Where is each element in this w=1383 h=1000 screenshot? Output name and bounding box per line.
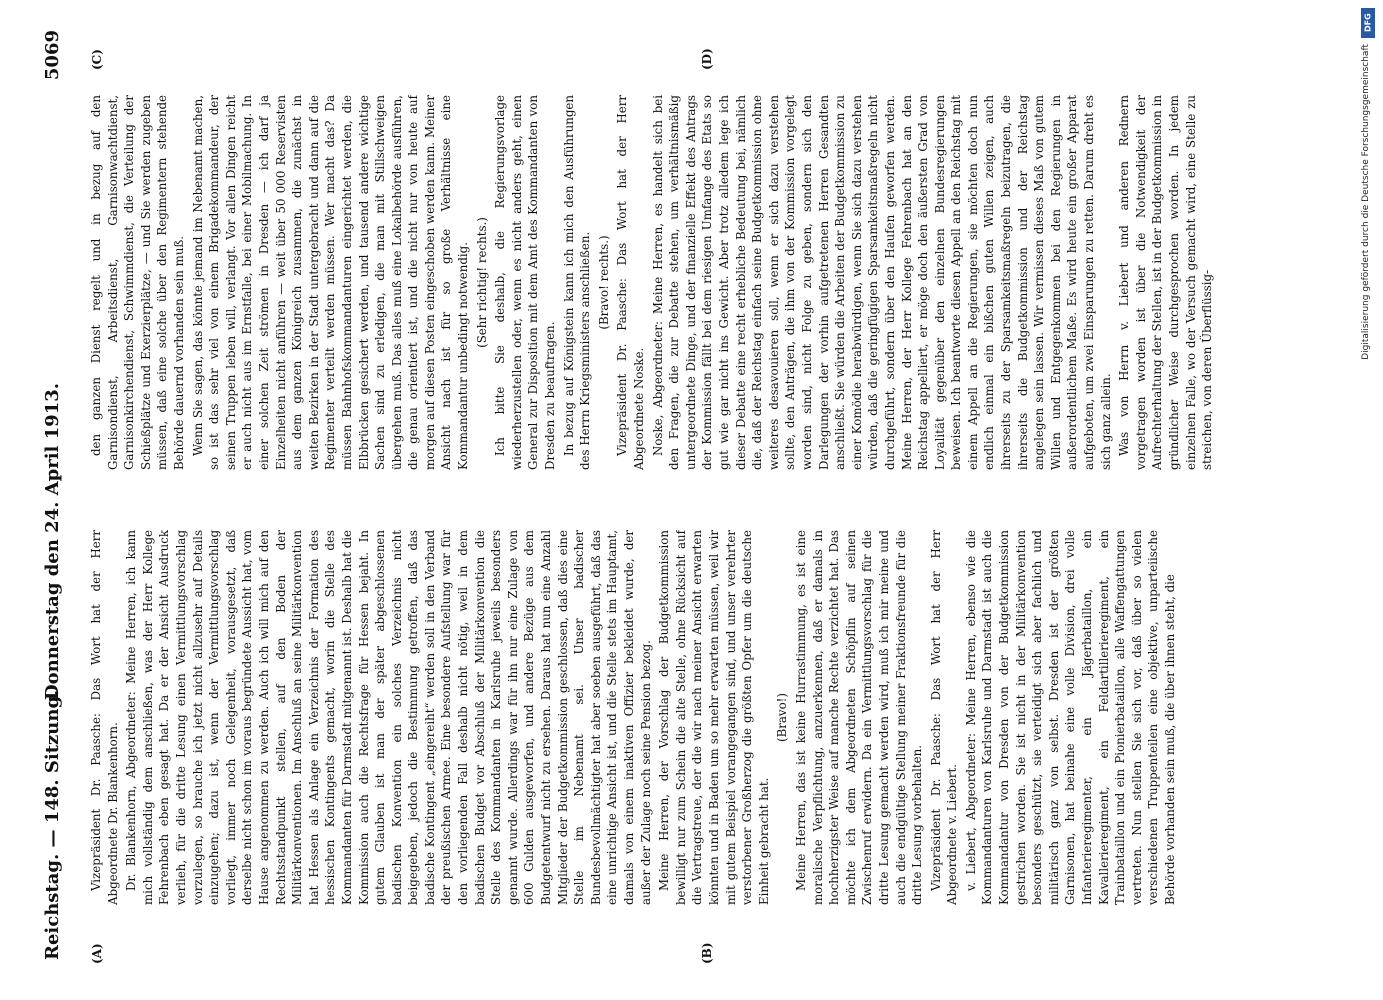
margin-marker-d: (D) xyxy=(700,48,714,70)
margin-marker-b: (B) xyxy=(700,942,714,964)
paragraph: Was von Herrn v. Liebert und anderen Rednern vorgetragen worden ist über die Notwendigkeit der Aufrechterhaltung der Stellen, ist in der Budgetkommission in gründlicher Weise durchgesprochen worden. In jedem einzelnen Falle, wo der Versuch gemacht wird, eine Stelle zu streichen, von deren Überflüssig- xyxy=(1117,95,1215,470)
margin-marker-a: (A) xyxy=(90,943,104,964)
text-column-right xyxy=(88,95,1288,470)
paragraph: Meine Herren, der Vorschlag der Budgetkommission bewilligt nur zum Schein die alte Stelle, ohne Rücksicht auf die Vertragstreue, der die wir nach meiner Ansicht erwarten könnten und in Baden um so mehr erwarten müssen, weil wir mit gutem Beispiel vorangegangen sind, und unser verehrter verstorbener Großherzog die größten Opfer um die deutsche Einheit gebracht hat. xyxy=(657,530,771,905)
paragraph: Vizepräsident Dr. Paasche: Das Wort hat der Herr Abgeordnete Noske. xyxy=(615,95,646,470)
paragraph: Wenn Sie sagen, das könnte jemand im Nebenamt machen, so ist das sehr viel von einem Brigadekommandeur, der seinen Truppen leben will, verlangt. Vor allen Dingen reicht er auch nicht aus im Ernstfalle, bei einer Mobilmachung. In einer solchen Zeit strömen in Dresden — ich darf ja Einzelheiten nicht anführen — weit über 50 000 Reservisten aus dem ganzen Königreich zusammen, die zunächst in weiten Bezirken in der Stadt untergebracht und dann auf die Regimenter verteilt werden müssen. Wer macht das? Da müssen Bahnhofskommandanturen eingerichtet werden, die Elbbrücken gesichert werden, und tausend andere wichtige Sachen sind zu erledigen, die man mit Stillschweigen übergehen muß. Das alles muß eine Lokalbehörde ausführen, die genau orientiert ist, und die nicht nur von heute auf morgen auf diesen Posten eingeschoben werden kann. Meiner Ansicht nach ist für so große Verhältnisse eine Kommandantur unbedingt notwendig. xyxy=(190,95,471,470)
paragraph: Dr. Blankenhorn, Abgeordneter: Meine Herren, ich kann mich vollständig dem anschließen, was der Herr Kollege Fehrenbach eben gesagt hat. Da er der Ansicht Ausdruck verlieh, für die dritte Lesung einen Vermittlungsvorschlag vorzulegen, so brauche ich jetzt nicht allzusehr auf Details einzugehen; dazu ist, wenn der Vermittlungsvorschlag vorliegt, immer noch Gelegenheit, vorausgesetzt, daß derselbe nicht schon im voraus begründete Aussicht hat, vom Hause angenommen zu werden. Auch ich will mich auf den Rechtsstandpunkt stellen, auf den Boden der Militärkonventionen. Im Anschluß an seine Militärkonvention hat Hessen als Anlage ein Verzeichnis der Formation des hessischen Kontingents gemacht, worin die Stelle des Kommandanten für Darmstadt mitgenannt ist. Deshalb hat die Kommission auch die Rechtsfrage für Hessen bejaht. In gutem Glauben ist man der später abgeschlossenen badischen Konvention ein solches Verzeichnis nicht beigegeben, jedoch die Bestimmung getroffen, daß das badische Kontingent „eingereiht“ werden soll in den Verband der preußischen Armee. Eine besondere Aufstellung war für den vorliegenden Fall deshalb nicht nötig, weil in dem badischen Budget vor Abschluß der Militärkonvention die Stelle des Kommandanten in Karlsruhe jeweils besonders genannt wurde. Allerdings war für ihn nur eine Zulage von 600 Gulden ausgeworfen, und andere Bezüge aus dem Budgetentwurf nicht zu ersehen. Daraus hat nun eine Anzahl Mitglieder der Budgetkommission geschlossen, daß dies eine Stelle im Nebenamt sei. Unser badischer Bundesbevollmächtigter hat aber soeben ausgeführt, daß das eine unrichtige Ansicht ist, und die Stelle stets im Hauptamt, damals von einem inaktiven Offizier bekleidet wurde, der außer der Zulage noch seine Pension bezog. xyxy=(124,530,653,905)
page-number: 5069 xyxy=(42,30,63,81)
paragraph: Noske, Abgeordneter: Meine Herren, es handelt sich bei den Fragen, die zur Debatte stehen, um verhältnismäßig untergeordnete Dinge, und der finanzielle Effekt des Antrags der Kommission fällt bei dem riesigen Umfange des Etats so gut wie gar nicht ins Gewicht. Aber trotz alledem lege ich dieser Debatte eine recht erhebliche Bedeutung bei, nämlich die, daß der Reichstag einfach seine Budgetkommission ohne weiteres desavouieren soll, wenn er sich dazu verstehen sollte, den Anträgen, die ihm von der Kommission vorgelegt worden sind, nicht Folge zu geben, sondern sich den Darlegungen der vorhin aufgetretenen Herren Gesandten anschließt. Sie würden die Arbeiten der Budgetkommission zu einer Komödie herabwürdigen, wenn Sie sich dazu verstehen würden, daß die geringfügigen Sparsamkeitsmaßregeln nicht durchgeführt, sondern über den Haufen geworfen werden. Meine Herren, der Herr Kollege Fehrenbach hat an den Reichstag appelliert, er möge doch den äußersten Grad von Loyalität gegenüber den einzelnen Bundesregierungen beweisen. Ich beantworte diesen Appell an den Reichstag mit einem Appell an die Regierungen, sie möchten doch nun endlich einmal ein bißchen guten Willen zeigen, auch ihrerseits zu der Sparsamkeitsmaßregeln beizutragen, die ihrerseits die Budgetkommission und der Reichstag angelegen sein lassen. Wir vermissen dieses Maß von gutem Willen und Entgegenkommen bei den Regierungen in außerordentlichem Maße. Es wird heute ein großer Apparat aufgeboten, um zwei Einsparungen zu retten. Darum dreht es sich ganz allein. xyxy=(650,95,1113,470)
paragraph: v. Liebert, Abgeordneter: Meine Herren, ebenso wie die Kommandanturen von Karlsruhe und Darmstadt ist auch die Kommandantur von Dresden von der Budgetkommission gestrichen worden. Sie ist nicht in der Militärkonvention besonders geschützt, sie verteidigt sich aber fachlich und militärisch ganz von selbst. Dresden ist der größten Garnisonen, hat beinahe eine volle Division, drei volle Infanterieregimenter, ein Jägerbataillon, ein Kavallerieregiment, ein Feldartillerieregiment, ein Trainbataillon und ein Pionierbataillon, alle Waffengattungen vertreten. Nun stellen Sie sich vor, daß über so vielen verschiedenen Truppenteilen eine objektive, unparteiische Behörde vorhanden sein muß, die über ihnen steht, die xyxy=(963,530,1177,905)
funding-notice: Digitalisierung gefördert durch die Deutsche Forschungsgemeinschaft xyxy=(1361,44,1371,360)
interjection: (Bravo!) xyxy=(775,692,790,743)
paragraph: In bezug auf Königstein kann ich mich den Ausführungen des Herrn Kriegsministers anschließen. xyxy=(561,95,593,470)
paragraph: Meine Herren, das ist keine Hurrastimmung, es ist eine moralische Verpflichtung, anzuerkennen, daß er damals in hochherzigster Weise auf manche Rechte verzichtet hat. Das möchte ich dem Abgeordneten Schöpflin auf seinen Zwischenruf erwidern. Da ein Vermittlungsvorschlag für die dritte Lesung gemacht werden wird, muß ich mir meine und auch die endgültige Stellung meiner Fraktionsfreunde für die dritte Lesung vorbehalten. xyxy=(793,530,925,905)
interjection: (Bravo! rechts.) xyxy=(596,235,611,330)
header-date: Donnerstag den 24. April 1913. xyxy=(42,382,63,700)
paragraph: Ich bitte Sie deshalb, die Regierungsvorlage wiederherzustellen oder, wenn es nicht anders geht, einen General zur Disposition mit dem Amt des Kommandanten von Dresden zu beauftragen. xyxy=(493,95,558,470)
paragraph: den ganzen Dienst regelt und in bezug auf den Garnisondienst, Arbeitsdienst, Garnisonwachtdienst, Garnisonkirchendienst, Schwimmdienst, die Verteilung der Schießplätze und Exerzierplätze, — und Sie werden zugeben müssen, daß eine solche über den Regimentern stehende Behörde dauernd vorhanden sein muß. xyxy=(89,95,186,470)
paragraph: Vizepräsident Dr. Paasche: Das Wort hat der Herr Abgeordnete v. Liebert. xyxy=(928,530,960,905)
page-header xyxy=(42,30,72,960)
digitization-sidebar xyxy=(1359,0,1379,1000)
margin-marker-c: (C) xyxy=(90,49,104,70)
text-column-left xyxy=(88,530,1288,905)
interjection: (Sehr richtig! rechts.) xyxy=(474,217,489,348)
paragraph: Vizepräsident Dr. Paasche: Das Wort hat der Herr Abgeordnete Dr. Blankenhorn. xyxy=(89,530,120,905)
header-session: Reichstag. — 148. Sitzung. xyxy=(42,689,63,960)
dfg-logo: DFG xyxy=(1361,8,1375,38)
